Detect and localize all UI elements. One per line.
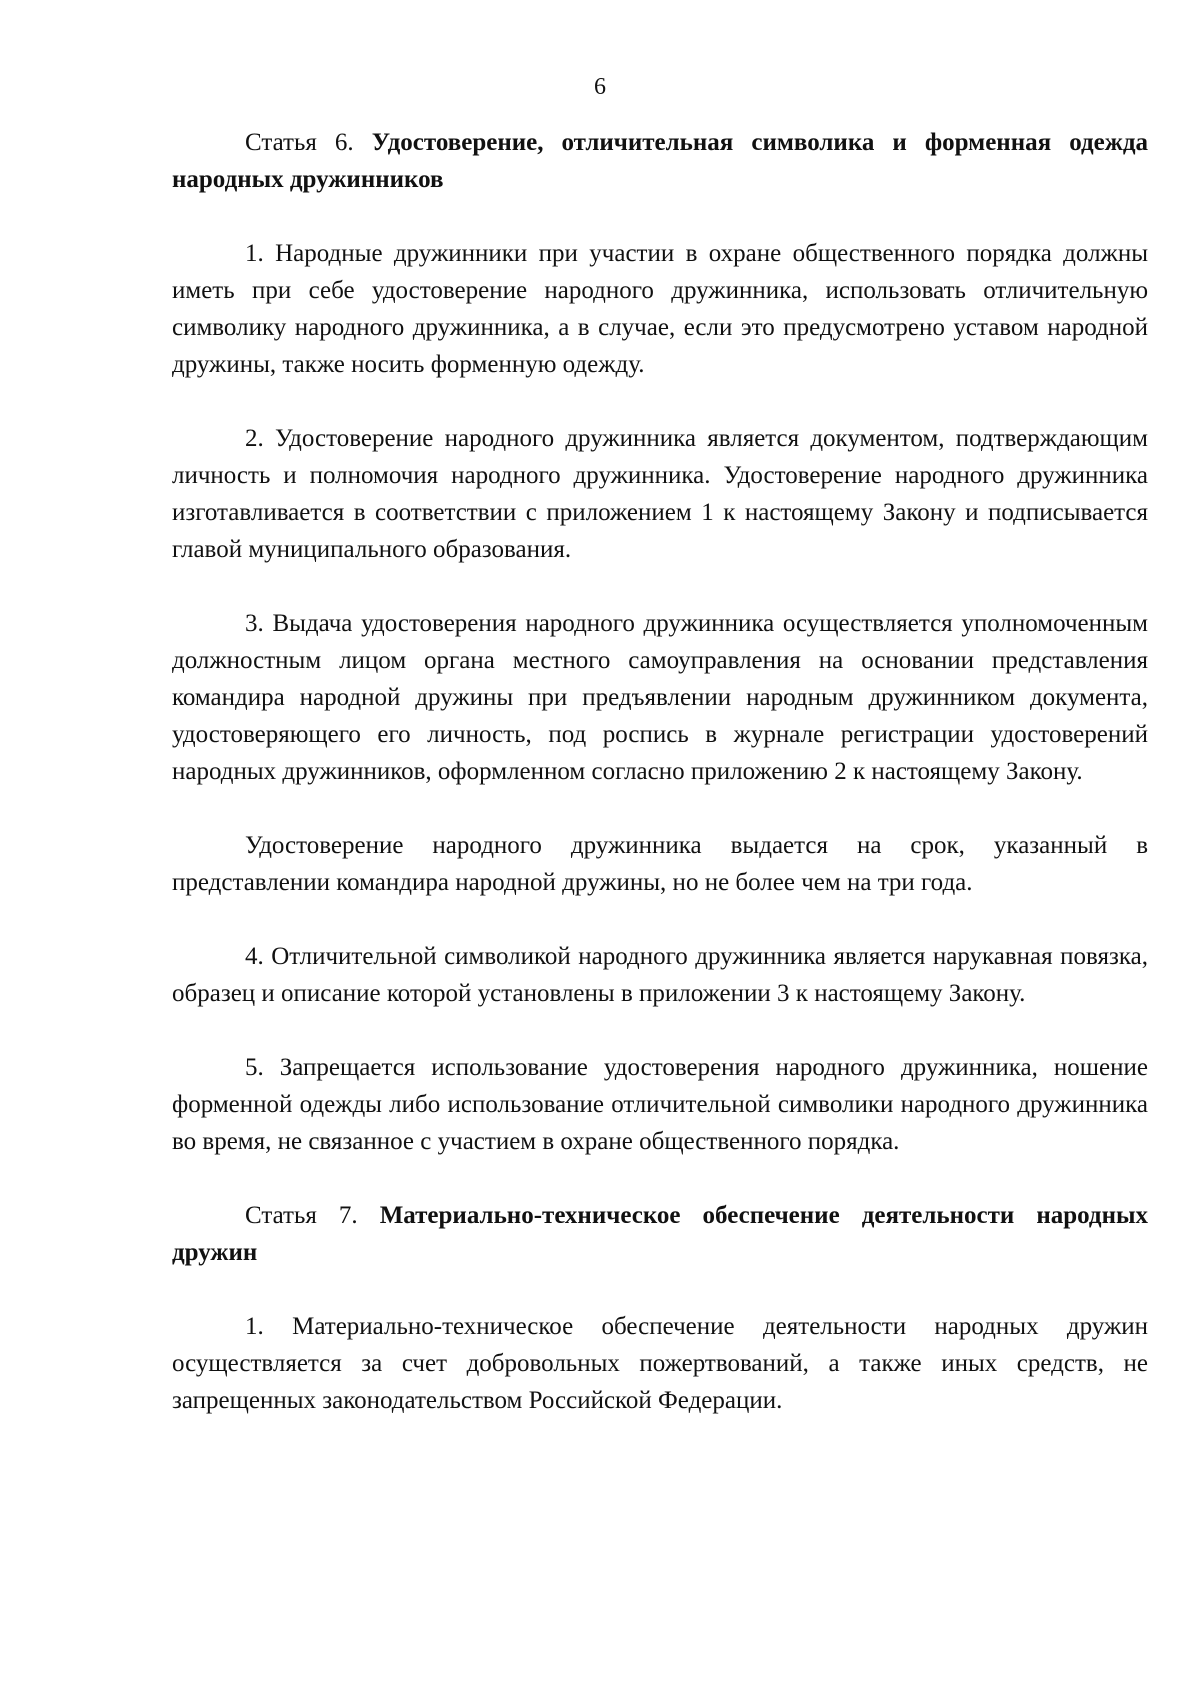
article-6-heading — [172, 124, 1148, 198]
article-6-paragraph-2: 2. Удостоверение народного дружинника является документом, подтверждающим личность и полномочия народного дружинника. Удостоверение народного дружинника изготавливается в соответствии с приложением 1 к настоящему Закону и подписывается главой муниципального образования. — [172, 425, 1148, 563]
page-number: 6 — [594, 74, 606, 100]
article-6-paragraph-1: 1. Народные дружинники при участии в охране общественного порядка должны иметь при себе удостоверение народного дружинника, использовать отличительную символику народного дружинника, а в случае, если это предусмотрено уставом народной дружины, также носить форменную одежду. — [172, 240, 1148, 378]
article-7-paragraph-1: 1. Материально-техническое обеспечение деятельности народных дружин осуществляется за счет добровольных пожертвований, а также иных средств, не запрещенных законодательством Российской Федерации. — [172, 1313, 1148, 1414]
document-body — [172, 124, 1148, 1419]
article-6-paragraph-3-continued: Удостоверение народного дружинника выдается на срок, указанный в представлении командира народной дружины, но не более чем на три года. — [172, 832, 1148, 896]
article-7-heading — [172, 1197, 1148, 1271]
article-6-title: Удостоверение, отличительная символика и форменная одежда народных дружинников — [172, 129, 1148, 193]
article-7-title: Материально-техническое обеспечение деятельности народных дружин — [172, 1202, 1148, 1266]
article-7-label: Статья 7. — [245, 1202, 358, 1229]
article-6-paragraph-5: 5. Запрещается использование удостоверения народного дружинника, ношение форменной одежды либо использование отличительной символики народного дружинника во время, не связанное с участием в охране общественного порядка. — [172, 1054, 1148, 1155]
article-6-paragraph-3: 3. Выдача удостоверения народного дружинника осуществляется уполномоченным должностным лицом органа местного самоуправления на основании представления командира народной дружины при предъявлении народным дружинником документа, удостоверяющего его личность, под роспись в журнале регистрации удостоверений народных дружинников, оформленном согласно приложению 2 к настоящему Закону. — [172, 610, 1148, 785]
article-6-paragraph-4: 4. Отличительной символикой народного дружинника является нарукавная повязка, образец и описание которой установлены в приложении 3 к настоящему Закону. — [172, 943, 1148, 1007]
article-6-label: Статья 6. — [245, 129, 354, 156]
